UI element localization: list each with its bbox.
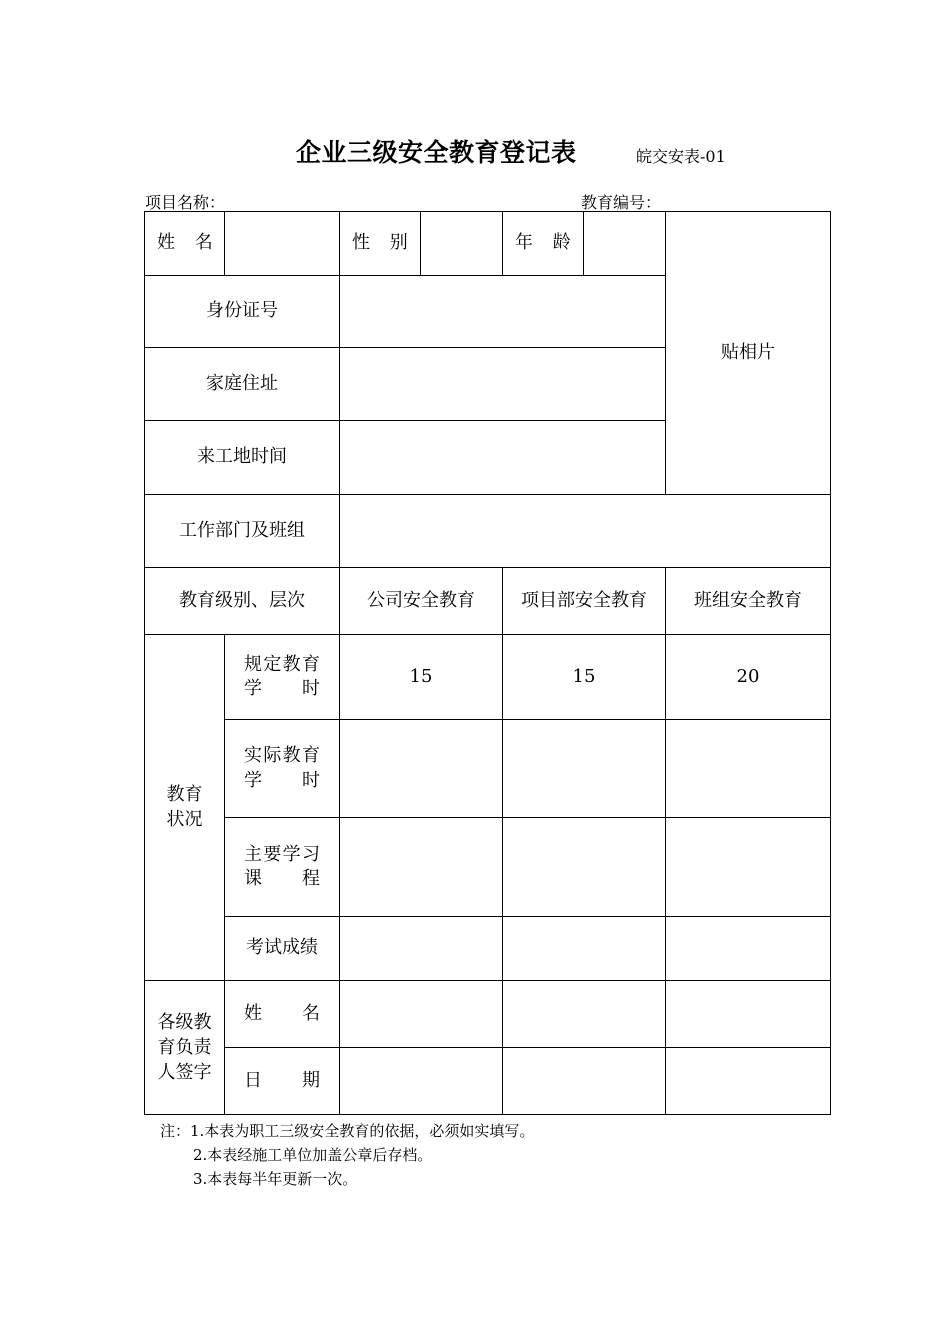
form-code: 皖交安表-01 [636,147,726,166]
signer-name-company[interactable] [340,981,503,1048]
courses-company[interactable] [340,818,503,917]
page-title: 企业三级安全教育登记表 [296,138,577,167]
note-3: 3.本表每半年更新一次。 [193,1170,358,1188]
signer-date-team[interactable] [666,1048,831,1115]
photo-box [666,212,831,495]
department-label: 工作部门及班组 [145,495,340,568]
actual-hours-team[interactable] [666,720,831,818]
address-field[interactable] [340,348,666,421]
project-name-label: 项目名称： [145,193,226,212]
address-label: 家庭住址 [145,348,340,421]
department-field[interactable] [340,495,831,568]
gender-field[interactable] [421,212,503,276]
courses-label: 主要学习 课 程 [225,818,340,917]
name-field[interactable] [225,212,340,276]
required-hours-company: 15 [340,635,503,720]
required-hours-project: 15 [503,635,666,720]
courses-team[interactable] [666,818,831,917]
actual-hours-label: 实际教育 学 时 [225,720,340,818]
age-label: 年 龄 [503,212,584,276]
courses-project[interactable] [503,818,666,917]
age-field[interactable] [584,212,666,276]
exam-score-label: 考试成绩 [225,917,340,981]
signer-name-label: 姓 名 [225,981,340,1048]
level-company: 公司安全教育 [340,568,503,635]
registration-table [144,211,831,1115]
signer-date-project[interactable] [503,1048,666,1115]
exam-score-team[interactable] [666,917,831,981]
id-number-field[interactable] [340,276,666,348]
actual-hours-project[interactable] [503,720,666,818]
note-1: 注：1.本表为职工三级安全教育的依据，必须如实填写。 [160,1122,535,1140]
signer-date-company[interactable] [340,1048,503,1115]
actual-hours-company[interactable] [340,720,503,818]
signer-name-team[interactable] [666,981,831,1048]
notes [160,1119,534,1191]
signers-label: 各级教 育负责 人签字 [145,981,225,1115]
note-2: 2.本表经施工单位加盖公章后存档。 [193,1146,433,1164]
name-label: 姓 名 [145,212,225,276]
arrival-time-label: 来工地时间 [145,421,340,495]
gender-label: 性 别 [340,212,421,276]
photo-label: 贴相片 [721,341,775,363]
level-team: 班组安全教育 [666,568,831,635]
exam-score-company[interactable] [340,917,503,981]
education-number-label: 教育编号： [581,193,662,212]
signer-date-label: 日 期 [225,1048,340,1115]
level-project: 项目部安全教育 [503,568,666,635]
education-status-label: 教育 状况 [145,635,225,981]
signer-name-project[interactable] [503,981,666,1048]
id-number-label: 身份证号 [145,276,340,348]
arrival-time-field[interactable] [340,421,666,495]
education-level-label: 教育级别、层次 [145,568,340,635]
exam-score-project[interactable] [503,917,666,981]
required-hours-label: 规定教育 学 时 [225,635,340,720]
required-hours-team: 20 [666,635,831,720]
